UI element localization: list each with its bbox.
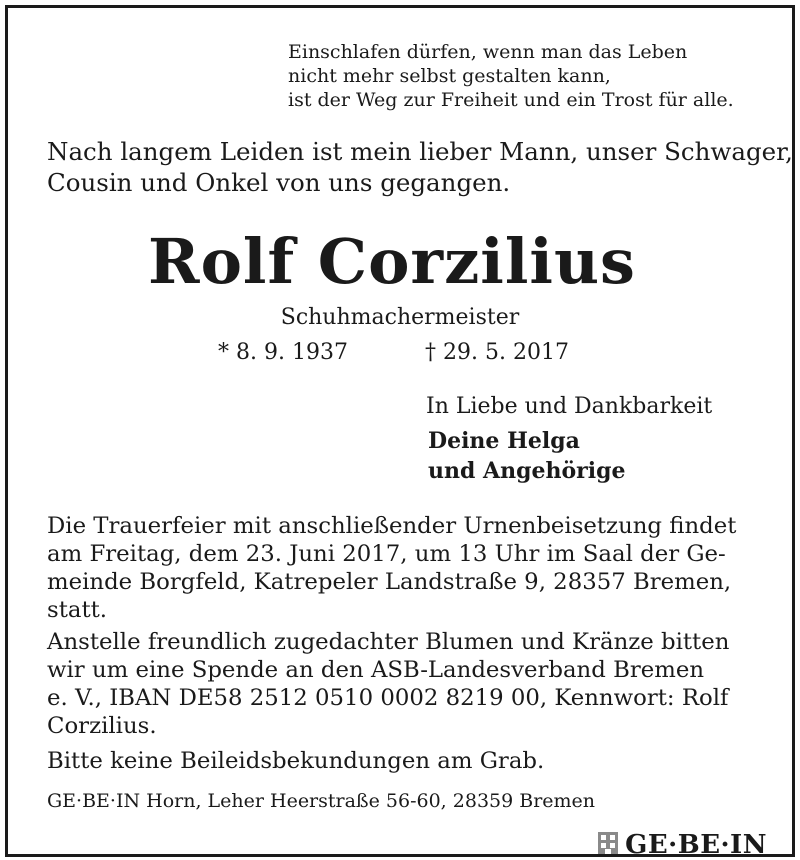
logo-text: GE·BE·IN bbox=[625, 830, 767, 860]
mourners-signature bbox=[428, 426, 625, 486]
donation-line: e. V., IBAN DE58 2512 0510 0002 8219 00, Kennwort: Rolf bbox=[47, 685, 729, 711]
deceased-name: Rolf Corzilius bbox=[148, 225, 636, 298]
funeral-line: Die Trauerfeier mit anschließender Urnenbeisetzung findet bbox=[47, 513, 737, 539]
funeral-info bbox=[47, 512, 754, 624]
intro-text bbox=[47, 136, 793, 198]
mourner-line: und Angehörige bbox=[428, 458, 626, 484]
intro-line: Nach langem Leiden ist mein lieber Mann, unser Schwager, bbox=[47, 137, 793, 166]
funeral-line: statt. bbox=[47, 597, 108, 623]
donation-info bbox=[47, 628, 754, 740]
funeral-line: am Freitag, dem 23. Juni 2017, um 13 Uhr im Saal der Ge- bbox=[47, 541, 726, 567]
mourner-line: Deine Helga bbox=[428, 428, 580, 454]
quote-line: Einschlafen dürfen, wenn man das Leben bbox=[288, 41, 688, 63]
death-date: † 29. 5. 2017 bbox=[425, 340, 569, 365]
birth-date: * 8. 9. 1937 bbox=[218, 340, 348, 365]
donation-line: wir um eine Spende an den ASB-Landesverband Bremen bbox=[47, 657, 705, 683]
funeral-line: meinde Borgfeld, Katrepeler Landstraße 9, 28357 Bremen, bbox=[47, 569, 732, 595]
donation-line: Anstelle freundlich zugedachter Blumen und Kränze bitten bbox=[47, 629, 730, 655]
undertaker-address: GE·BE·IN Horn, Leher Heerstraße 56-60, 28359 Bremen bbox=[47, 790, 596, 812]
donation-line: Corzilius. bbox=[47, 713, 157, 739]
intro-line: Cousin und Onkel von uns gegangen. bbox=[47, 168, 511, 197]
quote-line: nicht mehr selbst gestalten kann, bbox=[288, 65, 611, 87]
building-icon bbox=[597, 830, 619, 860]
deceased-profession: Schuhmachermeister bbox=[280, 305, 520, 330]
undertaker-logo bbox=[597, 830, 767, 860]
quote-line: ist der Weg zur Freiheit und ein Trost für alle. bbox=[288, 89, 734, 111]
quote bbox=[288, 40, 734, 112]
no-condolences-note: Bitte keine Beileidsbekundungen am Grab. bbox=[47, 748, 545, 774]
mourners-phrase: In Liebe und Dankbarkeit bbox=[426, 394, 713, 419]
